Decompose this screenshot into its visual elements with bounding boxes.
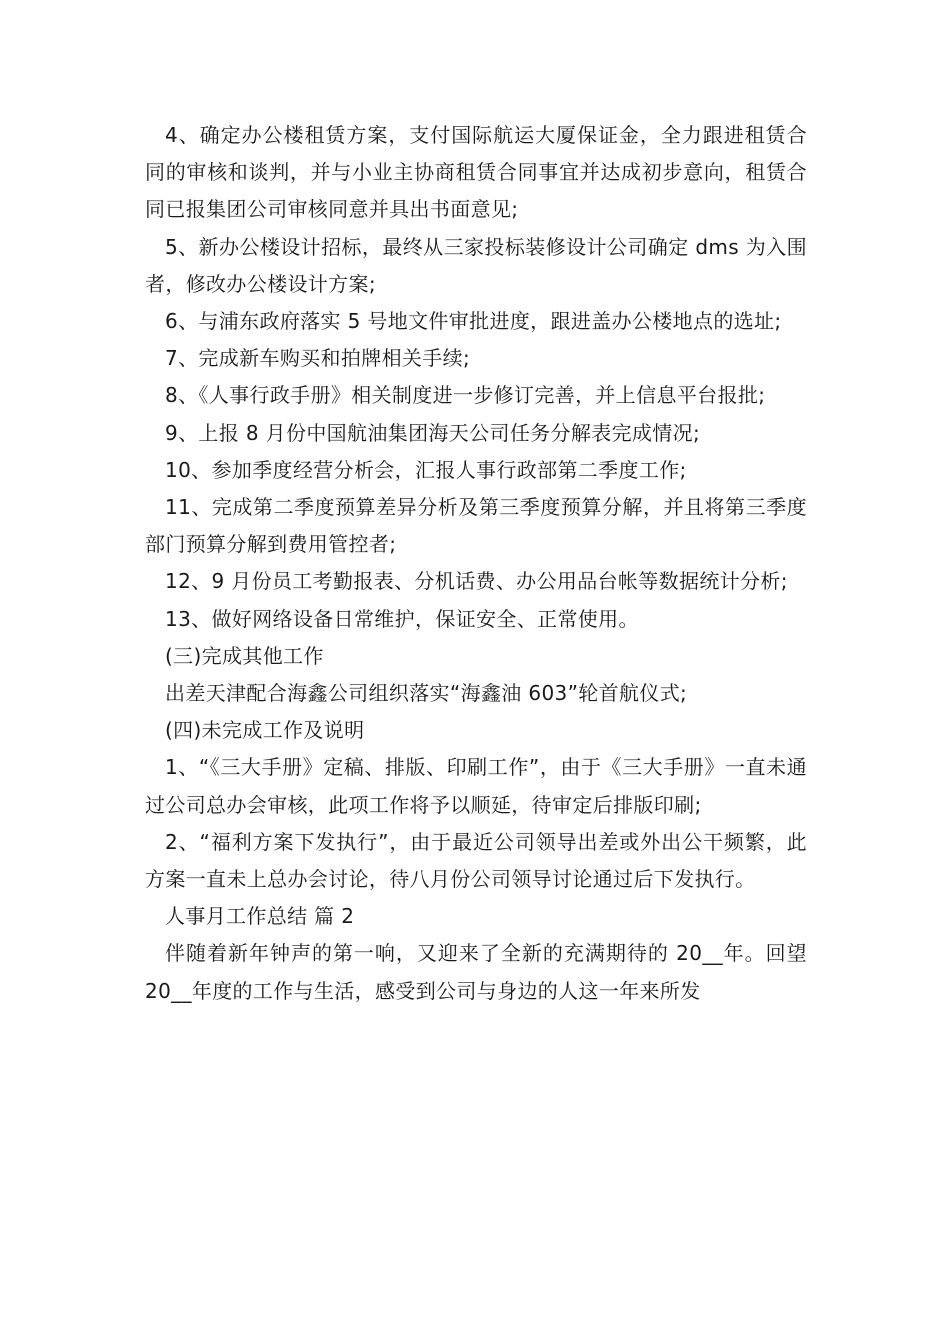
paragraph-design-tender: 5、新办公楼设计招标，最终从三家投标装修设计公司确定 dms 为入围者，修改办公楼设计方案;	[145, 234, 807, 296]
section-heading-unfinished-work: (四)未完成工作及说明	[165, 718, 365, 743]
paragraph-network-maintenance: 13、做好网络设备日常维护，保证安全、正常使用。	[165, 606, 639, 631]
paragraph-lease-plan: 4、确定办公楼租赁方案，支付国际航运大厦保证金，全力跟进租赁合同的审核和谈判，并与小业主协商租赁合同事宜并达成初步意向，租赁合同已报集团公司审核同意并具出书面意见;	[145, 123, 807, 222]
article-title-part-2: 人事月工作总结 篇 2	[165, 904, 355, 929]
paragraph-site-approval: 6、与浦东政府落实 5 号地文件审批进度，跟进盖办公楼地点的选址;	[165, 309, 782, 334]
paragraph-new-car: 7、完成新车购买和拍牌相关手续;	[165, 346, 471, 371]
document-page	[145, 117, 807, 1010]
paragraph-three-manuals: 1、“《三大手册》定稿、排版、印刷工作”，由于《三大手册》一直未通过公司总办会审核，此项工作将予以顺延，待审定后排版印刷;	[145, 755, 807, 817]
paragraph-task-report: 9、上报 8 月份中国航油集团海天公司任务分解表完成情况;	[165, 420, 701, 445]
paragraph-welfare-plan: 2、“福利方案下发执行”，由于最近公司领导出差或外出公干频繁，此方案一直未上总办会讨论，待八月份公司领导讨论通过后下发执行。	[145, 829, 807, 892]
paragraph-statistics: 12、9 月份员工考勤报表、分机话费、办公用品台帐等数据统计分析;	[165, 569, 788, 594]
paragraph-hr-handbook: 8、《人事行政手册》相关制度进一步修订完善，并上信息平台报批;	[165, 383, 766, 408]
section-heading-other-work: (三)完成其他工作	[165, 643, 324, 668]
paragraph-tianjin-trip: 出差天津配合海鑫公司组织落实“海鑫油 603”轮首航仪式;	[165, 681, 688, 706]
paragraph-budget-analysis: 11、完成第二季度预算差异分析及第三季度预算分解，并且将第三季度部门预算分解到费用管控者;	[145, 495, 807, 557]
paragraph-quarterly-meeting: 10、参加季度经营分析会，汇报人事行政部第二季度工作;	[165, 457, 687, 482]
paragraph-new-year-intro: 伴随着新年钟声的第一响，又迎来了全新的充满期待的 20__年。回望 20__年度的工作与生活，感受到公司与身边的人这一年来所发	[145, 941, 807, 1003]
